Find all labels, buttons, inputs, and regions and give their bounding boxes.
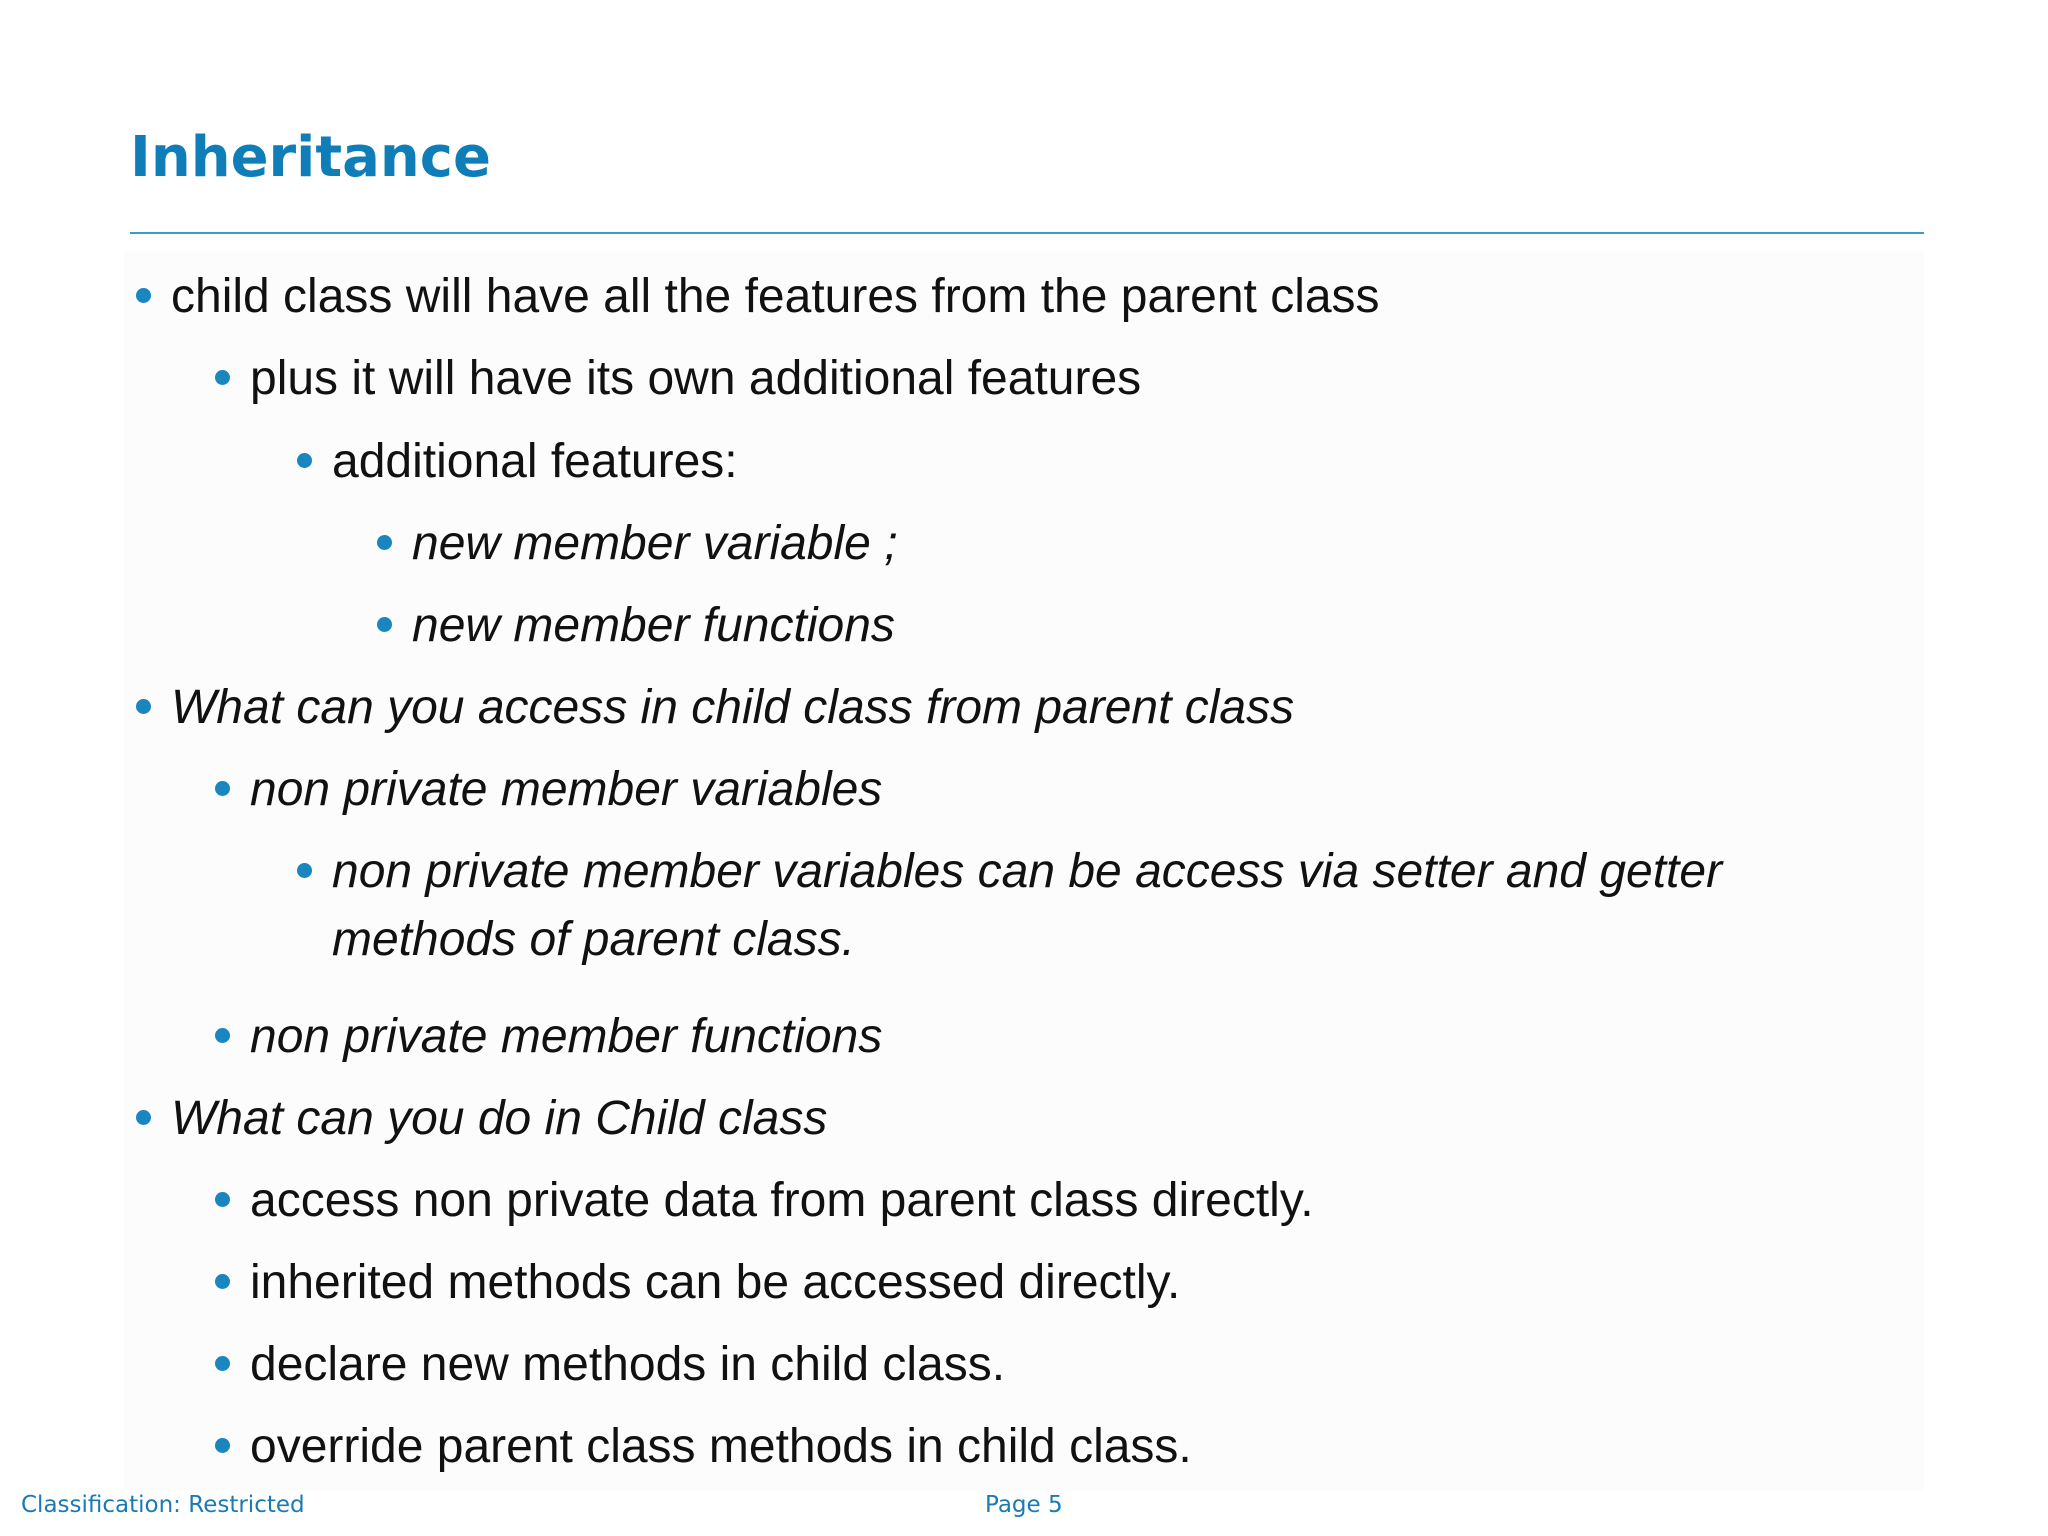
bullet-item-level-4 [412,592,895,660]
bullet-dot-icon [377,617,392,632]
bullet-item-level-2 [250,1003,882,1071]
title-divider [130,232,1924,234]
bullet-text: new member functions [412,599,895,652]
page-number: Page 5 [985,1492,1063,1518]
bullet-dot-icon [136,288,151,303]
classification-label: Classification: Restricted [21,1492,305,1518]
bullet-item-level-1 [171,674,1294,742]
bullet-item-level-3 [332,428,738,496]
bullet-text: access non private data from parent class directly. [250,1174,1314,1227]
bullet-text: non private member functions [250,1010,883,1063]
bullet-item-level-3 [332,838,1912,974]
bullet-dot-icon [297,453,312,468]
bullet-text: declare new methods in child class. [250,1338,1006,1391]
bullet-dot-icon [215,1356,230,1371]
bullet-item-level-1 [171,263,1380,331]
bullet-text: non private member variables [250,763,883,816]
bullet-item-level-4 [412,510,898,578]
bullet-item-level-2 [250,1413,1192,1481]
bullet-item-level-2 [250,1249,1180,1317]
bullet-text: plus it will have its own additional features [250,352,1142,405]
bullet-item-level-1 [171,1085,827,1153]
bullet-text: What can you do in Child class [171,1092,828,1145]
bullet-item-level-2 [250,1167,1314,1235]
bullet-text: What can you access in child class from parent class [171,681,1295,734]
bullet-dot-icon [136,699,151,714]
bullet-dot-icon [136,1110,151,1125]
bullet-dot-icon [297,863,312,878]
bullet-item-level-2 [250,1331,1005,1399]
bullet-dot-icon [215,781,230,796]
bullet-text: non private member variables can be access via setter and getter methods of parent class. [332,845,1723,966]
bullet-item-level-2 [250,345,1141,413]
slide-title: Inheritance [130,125,491,190]
bullet-dot-icon [215,370,230,385]
bullet-dot-icon [215,1028,230,1043]
bullet-text: child class will have all the features from the parent class [171,270,1380,323]
bullet-text: additional features: [332,435,738,488]
bullet-dot-icon [215,1438,230,1453]
bullet-dot-icon [215,1274,230,1289]
bullet-text: inherited methods can be accessed directly. [250,1256,1181,1309]
bullet-item-level-2 [250,756,882,824]
bullet-dot-icon [215,1192,230,1207]
bullet-text: new member variable ; [412,517,898,570]
bullet-text: override parent class methods in child class. [250,1420,1192,1473]
bullet-dot-icon [377,535,392,550]
